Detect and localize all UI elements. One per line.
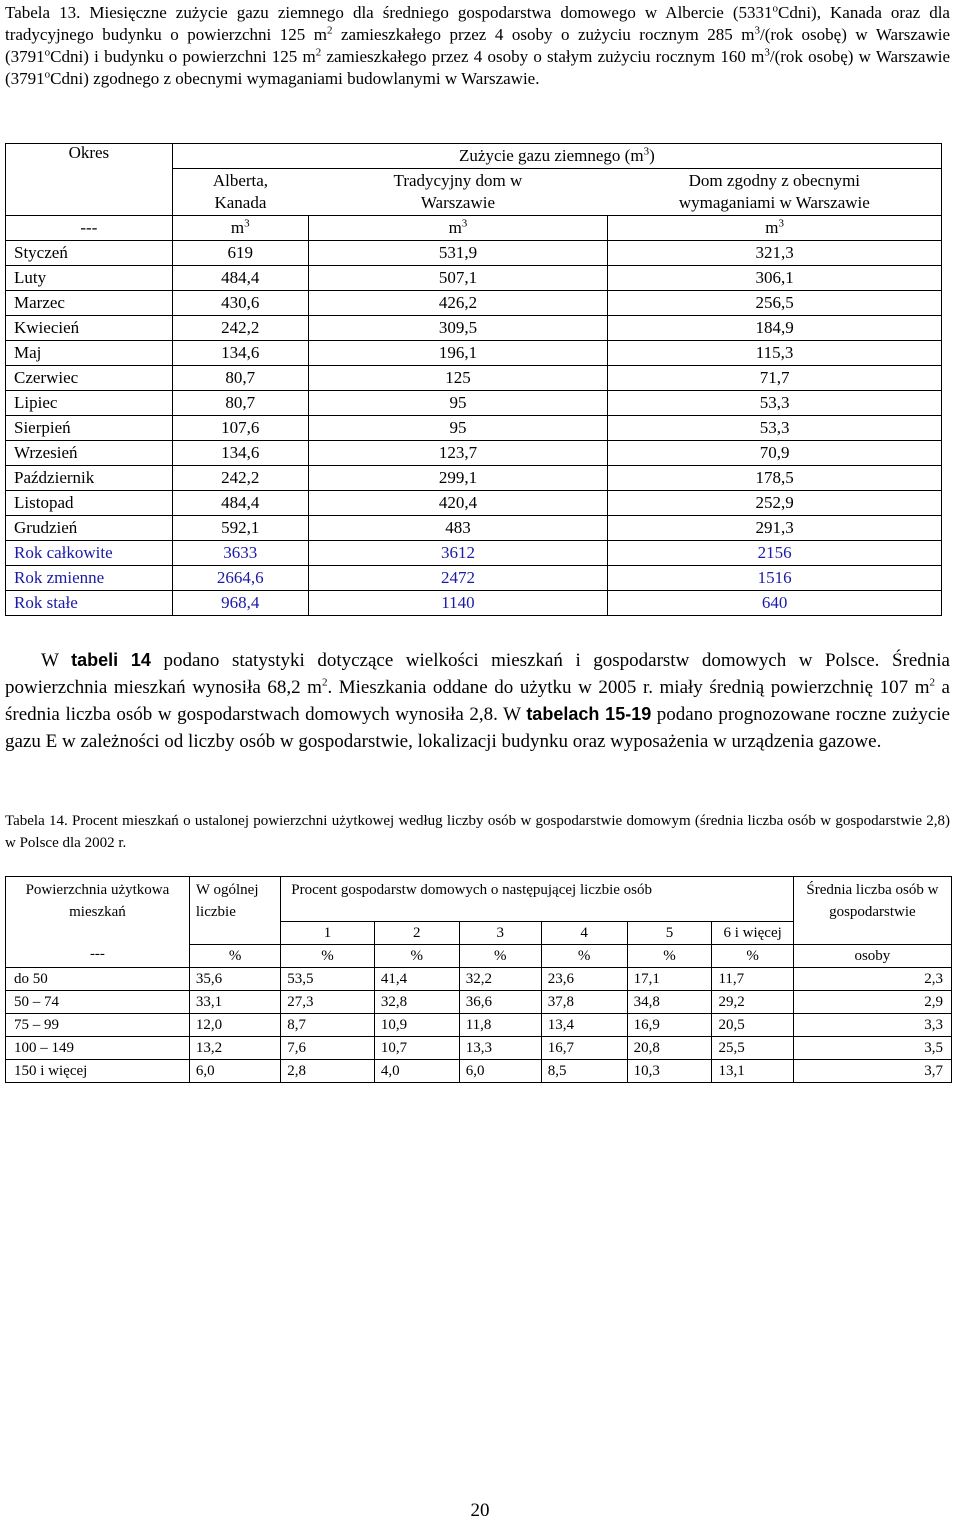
percent-value: 11,7 bbox=[712, 968, 793, 991]
modern-value: 53,3 bbox=[608, 416, 942, 441]
table-13-caption bbox=[5, 2, 950, 90]
percent-value: 7,6 bbox=[281, 1037, 375, 1060]
superscript: 2 bbox=[315, 46, 322, 59]
modern-value: 2156 bbox=[608, 541, 942, 566]
table-14 bbox=[5, 876, 952, 1083]
header-text: Alberta, Kanada bbox=[212, 171, 269, 212]
totals-row bbox=[6, 541, 942, 566]
table-row bbox=[6, 516, 942, 541]
caption-text: Cdni) i budynku o powierzchni 125 m bbox=[50, 47, 316, 66]
caption-text: Cdni) zgodnego z obecnymi wymaganiami budowlanymi w Warszawie. bbox=[50, 69, 540, 88]
percent-value: 10,3 bbox=[627, 1060, 712, 1083]
header-average bbox=[793, 877, 951, 945]
table-row bbox=[6, 241, 942, 266]
superscript: 3 bbox=[244, 217, 250, 230]
traditional-value: 426,2 bbox=[308, 291, 608, 316]
month-label: Styczeń bbox=[6, 241, 173, 266]
percent-value: 16,7 bbox=[541, 1037, 627, 1060]
average-value: 3,5 bbox=[793, 1037, 951, 1060]
traditional-value: 420,4 bbox=[308, 491, 608, 516]
unit-text: m bbox=[448, 218, 462, 237]
caption-text: zamieszkałego przez 4 osoby o stałym zużyciu rocznym 160 m bbox=[321, 47, 765, 66]
superscript: o bbox=[44, 68, 51, 81]
table-13-body bbox=[6, 241, 942, 541]
percent-value: 29,2 bbox=[712, 991, 793, 1014]
month-label: Lipiec bbox=[6, 391, 173, 416]
superscript: 3 bbox=[754, 24, 761, 37]
table-row bbox=[6, 1060, 952, 1083]
unit-cell bbox=[308, 216, 608, 241]
table-row bbox=[6, 441, 942, 466]
table-14-body bbox=[6, 968, 952, 1083]
alberta-value: 3633 bbox=[172, 541, 308, 566]
percent-value: 13,4 bbox=[541, 1014, 627, 1037]
persons-count: 2 bbox=[374, 922, 459, 945]
total-label: Rok całkowite bbox=[6, 541, 173, 566]
header-area bbox=[6, 877, 190, 945]
header-text: Tradycyjny dom w Warszawie bbox=[393, 171, 523, 212]
page-number: 20 bbox=[470, 1500, 490, 1521]
modern-value: 640 bbox=[608, 591, 942, 616]
header-period: Okres bbox=[6, 144, 173, 216]
total-value: 6,0 bbox=[189, 1060, 280, 1083]
modern-value: 184,9 bbox=[608, 316, 942, 341]
traditional-value: 309,5 bbox=[308, 316, 608, 341]
header-percent bbox=[281, 877, 794, 922]
paragraph-text: . Mieszkania oddane do użytku w 2005 r. miały średnią powierzchnię 107 m bbox=[327, 677, 930, 698]
percent-value: 37,8 bbox=[541, 991, 627, 1014]
table-13 bbox=[5, 143, 942, 616]
header-text: W ogólnej liczbie bbox=[195, 882, 259, 920]
alberta-value: 134,6 bbox=[172, 341, 308, 366]
table-row bbox=[6, 316, 942, 341]
area-label: 50 – 74 bbox=[6, 991, 190, 1014]
month-label: Maj bbox=[6, 341, 173, 366]
table-row bbox=[6, 391, 942, 416]
superscript: 3 bbox=[764, 46, 770, 59]
caption-text: Tabela 13. Miesięczne zużycie gazu ziemnego dla średniego gospodarstwa domowego w Albercie (5331 bbox=[5, 3, 773, 22]
table-row bbox=[6, 341, 942, 366]
superscript: 2 bbox=[929, 676, 935, 689]
traditional-value: 95 bbox=[308, 416, 608, 441]
percent-value: 10,7 bbox=[374, 1037, 459, 1060]
alberta-value: 80,7 bbox=[172, 366, 308, 391]
unit-cell bbox=[172, 216, 308, 241]
unit-cell: osoby bbox=[793, 945, 951, 968]
average-value: 2,9 bbox=[793, 991, 951, 1014]
percent-value: 2,8 bbox=[281, 1060, 375, 1083]
caption-text: /(rok osobę) w Warszawie (3791 bbox=[5, 25, 950, 66]
unit-cell: % bbox=[281, 945, 375, 968]
month-label: Czerwiec bbox=[6, 366, 173, 391]
header-text: Średnia liczba osób w gospodarstwie bbox=[806, 882, 939, 920]
month-label: Kwiecień bbox=[6, 316, 173, 341]
alberta-value: 107,6 bbox=[172, 416, 308, 441]
percent-value: 53,5 bbox=[281, 968, 375, 991]
percent-value: 41,4 bbox=[374, 968, 459, 991]
units-row bbox=[6, 945, 952, 968]
header-text: Zużycie gazu ziemnego (m bbox=[459, 146, 644, 165]
percent-value: 23,6 bbox=[541, 968, 627, 991]
traditional-value: 125 bbox=[308, 366, 608, 391]
percent-value: 16,9 bbox=[627, 1014, 712, 1037]
percent-value: 8,5 bbox=[541, 1060, 627, 1083]
average-value: 3,3 bbox=[793, 1014, 951, 1037]
alberta-value: 2664,6 bbox=[172, 566, 308, 591]
caption-text: /(rok osobę) w Warszawie (3791 bbox=[5, 47, 950, 88]
modern-value: 1516 bbox=[608, 566, 942, 591]
percent-value: 13,1 bbox=[712, 1060, 793, 1083]
total-label: Rok zmienne bbox=[6, 566, 173, 591]
table-row bbox=[6, 991, 952, 1014]
modern-value: 71,7 bbox=[608, 366, 942, 391]
traditional-value: 3612 bbox=[308, 541, 608, 566]
percent-value: 13,3 bbox=[459, 1037, 541, 1060]
superscript: 3 bbox=[643, 145, 650, 158]
modern-value: 256,5 bbox=[608, 291, 942, 316]
modern-value: 306,1 bbox=[608, 266, 942, 291]
alberta-value: 484,4 bbox=[172, 491, 308, 516]
totals-row bbox=[6, 591, 942, 616]
traditional-value: 531,9 bbox=[308, 241, 608, 266]
alberta-value: 242,2 bbox=[172, 316, 308, 341]
traditional-value: 299,1 bbox=[308, 466, 608, 491]
table-row bbox=[6, 466, 942, 491]
paragraph-text: W bbox=[41, 650, 72, 671]
traditional-value: 95 bbox=[308, 391, 608, 416]
traditional-value: 483 bbox=[308, 516, 608, 541]
unit-text: m bbox=[765, 218, 779, 237]
percent-value: 36,6 bbox=[459, 991, 541, 1014]
percent-value: 25,5 bbox=[712, 1037, 793, 1060]
percent-value: 4,0 bbox=[374, 1060, 459, 1083]
superscript: 3 bbox=[461, 217, 468, 230]
persons-count: 5 bbox=[627, 922, 712, 945]
unit-cell bbox=[608, 216, 942, 241]
alberta-value: 134,6 bbox=[172, 441, 308, 466]
caption-text: zamieszkałego przez 4 osoby o zużyciu rocznym 285 m bbox=[332, 25, 755, 44]
table-reference: tabelach 15-19 bbox=[526, 704, 652, 724]
header-gas-usage bbox=[172, 144, 941, 169]
percent-value: 20,5 bbox=[712, 1014, 793, 1037]
table-row bbox=[6, 366, 942, 391]
table-row bbox=[6, 1014, 952, 1037]
header-alberta bbox=[172, 169, 308, 216]
month-label: Marzec bbox=[6, 291, 173, 316]
header-text: Powierzchnia użytkowa mieszkań bbox=[25, 882, 170, 920]
traditional-value: 2472 bbox=[308, 566, 608, 591]
superscript: 2 bbox=[321, 676, 328, 689]
unit-cell: % bbox=[712, 945, 793, 968]
unit-cell: % bbox=[541, 945, 627, 968]
superscript: o bbox=[772, 2, 778, 15]
superscript: 3 bbox=[778, 217, 784, 230]
unit-cell: % bbox=[627, 945, 712, 968]
total-label: Rok stałe bbox=[6, 591, 173, 616]
percent-value: 6,0 bbox=[459, 1060, 541, 1083]
superscript: o bbox=[44, 46, 51, 59]
month-label: Luty bbox=[6, 266, 173, 291]
area-label: 100 – 149 bbox=[6, 1037, 190, 1060]
percent-value: 32,2 bbox=[459, 968, 541, 991]
header-total bbox=[189, 877, 280, 945]
modern-value: 291,3 bbox=[608, 516, 942, 541]
table-row bbox=[6, 291, 942, 316]
average-value: 2,3 bbox=[793, 968, 951, 991]
persons-count: 4 bbox=[541, 922, 627, 945]
header-text: Procent gospodarstw domowych o następującej liczbie osób bbox=[291, 882, 653, 898]
percent-value: 11,8 bbox=[459, 1014, 541, 1037]
total-value: 13,2 bbox=[189, 1037, 280, 1060]
percent-value: 27,3 bbox=[281, 991, 375, 1014]
traditional-value: 123,7 bbox=[308, 441, 608, 466]
header-text: ) bbox=[649, 146, 655, 165]
table-row bbox=[6, 491, 942, 516]
modern-value: 178,5 bbox=[608, 466, 942, 491]
persons-count: 6 i więcej bbox=[712, 922, 793, 945]
month-label: Grudzień bbox=[6, 516, 173, 541]
traditional-value: 507,1 bbox=[308, 266, 608, 291]
paragraph-text: a średnia liczba osób w gospodarstwach domowych wynosiła 2,8. W bbox=[5, 677, 950, 725]
table-13-totals bbox=[6, 541, 942, 616]
modern-value: 321,3 bbox=[608, 241, 942, 266]
persons-count: 3 bbox=[459, 922, 541, 945]
table-row bbox=[6, 1037, 952, 1060]
traditional-value: 196,1 bbox=[308, 341, 608, 366]
average-value: 3,7 bbox=[793, 1060, 951, 1083]
caption-text: Cdni), Kanada oraz dla tradycyjnego budynku o powierzchni 125 m bbox=[5, 3, 950, 44]
table-14-caption: Tabela 14. Procent mieszkań o ustalonej powierzchni użytkowej według liczby osób w gospodarstwie domowym (średnia liczba osób w gospodarstwie 2,8) w Polsce dla 2002 r. bbox=[5, 813, 950, 851]
alberta-value: 968,4 bbox=[172, 591, 308, 616]
table-reference: tabeli 14 bbox=[71, 650, 151, 670]
alberta-value: 80,7 bbox=[172, 391, 308, 416]
month-label: Październik bbox=[6, 466, 173, 491]
month-label: Sierpień bbox=[6, 416, 173, 441]
alberta-value: 619 bbox=[172, 241, 308, 266]
percent-value: 32,8 bbox=[374, 991, 459, 1014]
month-label: Listopad bbox=[6, 491, 173, 516]
header-modern bbox=[608, 169, 942, 216]
table-row bbox=[6, 968, 952, 991]
table-row bbox=[6, 416, 942, 441]
percent-value: 34,8 bbox=[627, 991, 712, 1014]
paragraph-text: podano prognozowane roczne zużycie gazu E w zależności od liczby osób w gospodarstwie, lokalizacji budynku oraz wyposażenia w urządzenia gazowe. bbox=[5, 704, 950, 752]
modern-value: 53,3 bbox=[608, 391, 942, 416]
area-label: 150 i więcej bbox=[6, 1060, 190, 1083]
persons-count: 1 bbox=[281, 922, 375, 945]
total-value: 12,0 bbox=[189, 1014, 280, 1037]
paragraph-text: podano statystyki dotyczące wielkości mieszkań i gospodarstw domowych w Polsce. Średnia powierzchnia mieszkań wynosiła 68,2 m bbox=[5, 650, 950, 698]
total-value: 35,6 bbox=[189, 968, 280, 991]
alberta-value: 242,2 bbox=[172, 466, 308, 491]
unit-cell: % bbox=[374, 945, 459, 968]
unit-cell: --- bbox=[6, 216, 173, 241]
header-text: Dom zgodny z obecnymi wymaganiami w Warszawie bbox=[678, 171, 870, 212]
unit-cell: % bbox=[189, 945, 280, 968]
alberta-value: 484,4 bbox=[172, 266, 308, 291]
percent-value: 8,7 bbox=[281, 1014, 375, 1037]
modern-value: 70,9 bbox=[608, 441, 942, 466]
total-value: 33,1 bbox=[189, 991, 280, 1014]
body-paragraph bbox=[5, 647, 950, 755]
modern-value: 115,3 bbox=[608, 341, 942, 366]
superscript: 2 bbox=[326, 24, 333, 37]
alberta-value: 592,1 bbox=[172, 516, 308, 541]
totals-row bbox=[6, 566, 942, 591]
unit-cell: --- bbox=[6, 945, 190, 968]
area-label: do 50 bbox=[6, 968, 190, 991]
table-row bbox=[6, 266, 942, 291]
percent-value: 20,8 bbox=[627, 1037, 712, 1060]
header-traditional bbox=[308, 169, 608, 216]
unit-cell: % bbox=[459, 945, 541, 968]
alberta-value: 430,6 bbox=[172, 291, 308, 316]
percent-value: 10,9 bbox=[374, 1014, 459, 1037]
month-label: Wrzesień bbox=[6, 441, 173, 466]
percent-value: 17,1 bbox=[627, 968, 712, 991]
modern-value: 252,9 bbox=[608, 491, 942, 516]
area-label: 75 – 99 bbox=[6, 1014, 190, 1037]
traditional-value: 1140 bbox=[308, 591, 608, 616]
unit-text: m bbox=[230, 218, 245, 237]
